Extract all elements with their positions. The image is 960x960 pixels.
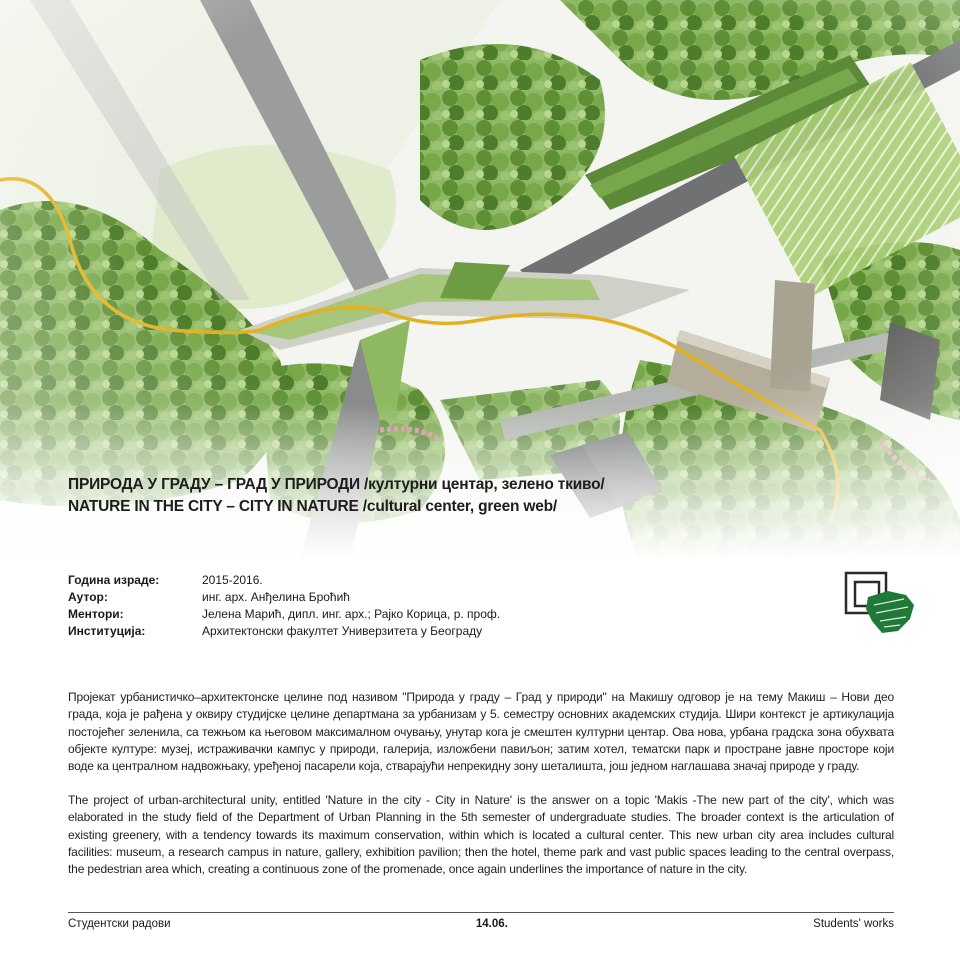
footer-right-label: Students' works xyxy=(813,918,894,930)
project-metadata xyxy=(68,572,500,640)
meta-value: 2015-2016. xyxy=(202,573,263,587)
page-footer xyxy=(68,918,894,930)
footer-divider xyxy=(68,912,894,913)
description-serbian: Пројекат урбанистичко–архитектонске целине под називом "Природа у граду – Град у природи" на Макишу одговор је на тему Макиш – Нови део града, која је рађена у оквиру студијске целине департмана за урбанизам у 5. семестру основних академских студија. Шири контекст је артикулација постојећег зеленила, са тежњом ка његовом максималном очувању, унутар кога је смештен културни центар. Ова нова, урбана градска зона обухвата објекте културе: музеј, истраживачки кампус у природи, галерија, изложбени павиљон; затим хотел, тематски парк и простране јавне просторе који воде ка централном надвожњаку, уређеној пасарели која, стварајући непрекидну зону шеталишта, још једном наглашава значај природе у граду. xyxy=(68,690,894,774)
meta-key: Институција: xyxy=(68,624,146,638)
title-serbian-main: ПРИРОДА У ГРАДУ – ГРАД У ПРИРОДИ xyxy=(68,476,360,493)
page-number: 14.06. xyxy=(475,918,508,930)
title-serbian xyxy=(68,474,928,496)
meta-value: инг. арх. Анђелина Броћић xyxy=(202,590,350,604)
meta-value: Јелена Марић, дипл. инг. арх.; Рајко Корица, р. проф. xyxy=(202,607,501,621)
meta-row-mentors xyxy=(68,606,500,623)
meta-key: Година израде: xyxy=(68,573,160,587)
meta-key: Ментори: xyxy=(68,607,124,621)
title-english-main: NATURE IN THE CITY – CITY IN NATURE xyxy=(68,498,359,515)
description-english: The project of urban-architectural unity, entitled 'Nature in the city - City in Nature' is the answer on a topic 'Makis -The new part of the city', which was elaborated in the study field of the Department of Urban Planning in the 5th semester of undergraduate studies. The broader context is the articulation of existing greenery, with a tendency towards its maximum conservation, within which is located a cultural center. This new urban city area includes cultural facilities: museum, a research campus in nature, gallery, exhibition pavilion; then the hotel, theme park and vast public spaces leading to the central overpass, the pedestrian area which, creating a continuous zone of the promenade, once again underlines the importance of nature in the city. xyxy=(68,793,894,877)
meta-row-author xyxy=(68,589,500,606)
meta-row-year xyxy=(68,572,500,589)
title-english xyxy=(68,496,928,518)
footer-left-label: Студентски радови xyxy=(68,918,171,930)
title-block xyxy=(68,474,928,518)
title-english-sub: /cultural center, green web/ xyxy=(358,498,558,515)
meta-row-institution xyxy=(68,623,500,640)
meta-key: Аутор: xyxy=(68,590,108,604)
urban-planning-department-logo xyxy=(844,571,916,639)
meta-value: Архитектонски факултет Универзитета у Београду xyxy=(202,624,483,638)
title-serbian-sub: /културни центар, зелено ткиво/ xyxy=(359,476,605,493)
